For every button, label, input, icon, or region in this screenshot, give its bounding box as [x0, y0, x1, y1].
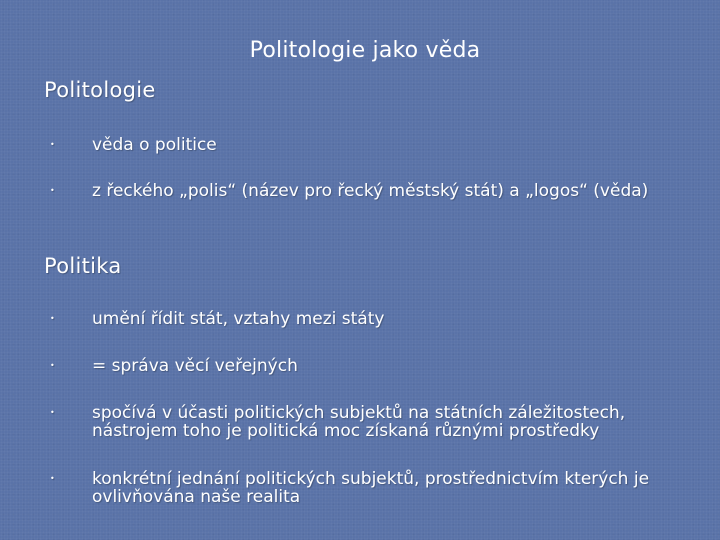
list-item — [44, 182, 684, 200]
list-item-text: umění řídit stát, vztahy mezi státy — [92, 309, 385, 329]
list-item — [44, 404, 684, 440]
section-heading-politika: Politika — [44, 254, 122, 278]
bullet-icon: • — [50, 474, 55, 483]
bullet-icon: • — [50, 361, 55, 370]
bullet-icon: • — [50, 140, 55, 149]
list-item — [44, 136, 684, 154]
list-item — [44, 470, 684, 506]
bullet-icon: • — [50, 314, 55, 323]
bullet-icon: • — [50, 186, 55, 195]
list-item — [44, 310, 684, 328]
section-heading-politologie: Politologie — [44, 78, 156, 102]
list-item-text: z řeckého „polis“ (název pro řecký městský stát) a „logos“ (věda) — [92, 181, 649, 201]
list-item-text: konkrétní jednání politických subjektů, prostřednictvím kterých je ovlivňována naše realita — [92, 469, 650, 507]
bullet-icon: • — [50, 408, 55, 417]
list-item-text: spočívá v účasti politických subjektů na státních záležitostech, nástrojem toho je politická moc získaná různými prostředky — [92, 403, 626, 441]
slide-title: Politologie jako věda — [249, 38, 481, 63]
list-item — [44, 357, 684, 375]
list-item-text: věda o politice — [92, 135, 217, 155]
list-item-text: = správa věcí veřejných — [92, 356, 298, 376]
